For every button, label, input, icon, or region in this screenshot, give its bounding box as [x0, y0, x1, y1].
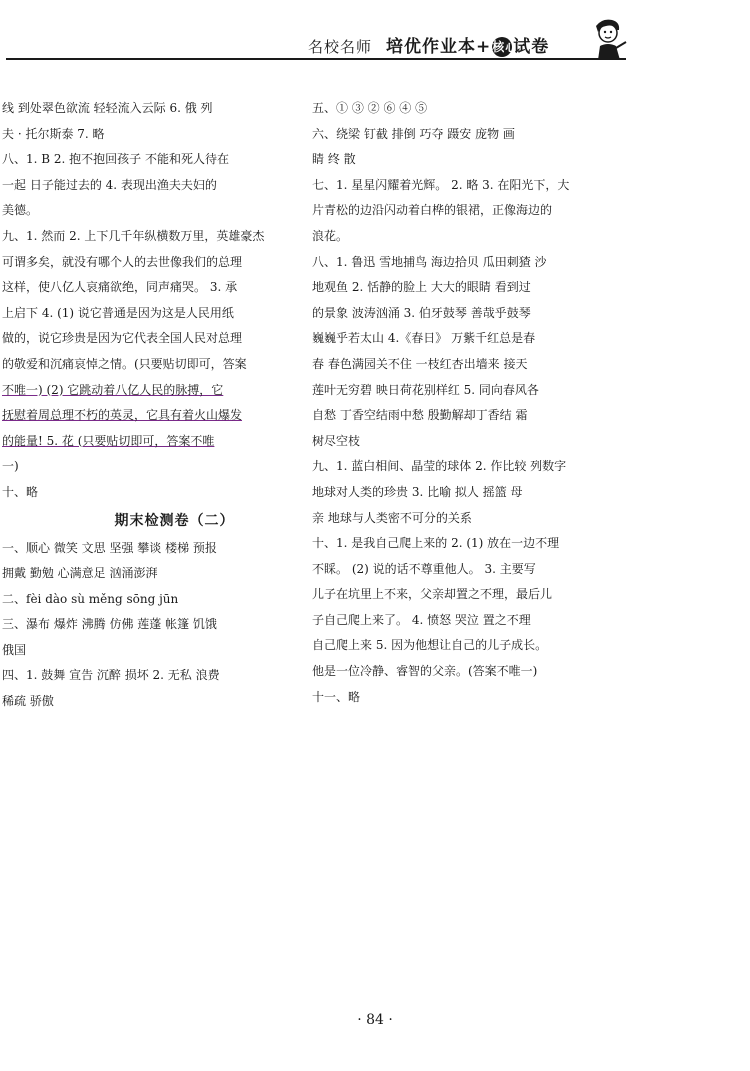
text-line: 四、1. 鼓舞 宣告 沉醉 损坏 2. 无私 浪费: [2, 668, 220, 683]
text-line: 他是一位冷静、睿智的父亲。(答案不唯一): [312, 664, 538, 679]
text-line: 的景象 波涛汹涌 3. 伯牙鼓琴 善哉乎鼓琴: [312, 305, 531, 320]
text-line: 九、1. 蓝白相间、晶莹的球体 2. 作比较 列数字: [312, 459, 567, 474]
text-line: 上启下 4. (1) 说它普通是因为这是人民用纸: [2, 305, 234, 320]
text-line: 亲 地球与人类密不可分的关系: [312, 510, 472, 525]
text-line: 七、1. 星星闪耀着光辉。 2. 略 3. 在阳光下，大: [312, 177, 570, 192]
text-line: 十、1. 是我自己爬上来的 2. (1) 放在一边不理: [312, 536, 560, 551]
text-line: 十一、略: [312, 689, 361, 704]
text-line: 六、绕梁 钉截 排倒 巧夺 蹑安 庞物 画: [312, 126, 515, 141]
text-line: 地球对人类的珍贵 3. 比喻 拟人 摇篮 母: [312, 484, 523, 499]
text-line: 地观鱼 2. 恬静的脸上 大大的眼睛 看到过: [312, 280, 531, 295]
text-line: 八、1. B 2. 抱不抱回孩子 不能和死人待在: [2, 152, 229, 167]
text-line: 三、瀑布 爆炸 沸腾 仿佛 莲蓬 帐篷 饥饿: [2, 617, 217, 632]
text-line: 拥戴 勤勉 心满意足 汹涌澎湃: [2, 566, 158, 581]
section-title: 期末检测卷（二）: [114, 512, 235, 529]
teacher-mascot-icon: [588, 16, 628, 60]
text-line: 一): [2, 459, 19, 474]
text-line: 美德。: [2, 203, 39, 218]
text-line: 的敬爱和沉痛哀悼之情。(只要贴切即可，答案: [2, 356, 247, 371]
underlined-text-line: 的能量! 5. 花 (只要贴切即可，答案不唯: [2, 433, 215, 448]
underlined-text-line: 不唯一) (2) 它跳动着八亿人民的脉搏，它: [2, 382, 224, 397]
header-series: 名校名师: [308, 38, 373, 56]
text-line: 二、fèi dào sù měng sōng jūn: [2, 591, 179, 606]
text-line: 稀疏 骄傲: [2, 694, 54, 709]
text-line: 这样，使八亿人哀痛欲绝，同声痛哭。 3. 承: [2, 280, 238, 295]
text-line: 自愁 丁香空结雨中愁 殷勤解却丁香结 霜: [312, 408, 528, 423]
underlined-text-line: 抚慰着周总理不朽的英灵，它具有着火山爆发: [2, 408, 243, 423]
text-line: 可谓多矣，就没有哪个人的去世像我们的总理: [2, 254, 243, 269]
text-line: 做的，说它珍贵是因为它代表全国人民对总理: [2, 331, 243, 346]
text-line: 片青松的边沿闪动着白桦的银裙，正像海边的: [312, 203, 553, 218]
text-line: 不睬。 (2) 说的话不尊重他人。 3. 主要写: [312, 561, 536, 576]
text-line: 夫 · 托尔斯泰 7. 略: [2, 126, 105, 141]
header-rule: [6, 58, 626, 60]
text-line: 九、1. 然而 2. 上下几千年纵横数万里，英雄豪杰: [2, 228, 265, 243]
page-header: [0, 0, 750, 64]
text-line: 莲叶无穷碧 映日荷花别样红 5. 同向春风各: [312, 382, 539, 397]
text-line: 线 到处翠色欲流 轻轻流入云际 6. 俄 列: [2, 101, 213, 115]
answer-column-left: [2, 96, 347, 715]
text-line: 十、略: [2, 484, 39, 499]
text-line: 儿子在坑里上不来，父亲却置之不理，最后儿: [312, 587, 553, 602]
header-brand: 培优作业本+核心试卷: [386, 37, 550, 57]
text-line: 巍巍乎若太山 4.《春日》 万紫千红总是春: [312, 331, 536, 346]
text-line: 树尽空枝: [312, 433, 361, 448]
text-line: 一起 日子能过去的 4. 表现出渔夫夫妇的: [2, 177, 217, 192]
text-line: 春 春色满园关不住 一枝红杏出墙来 接天: [312, 356, 528, 371]
text-line: 五、① ③ ② ⑥ ④ ⑤: [312, 101, 428, 115]
text-line: 八、1. 鲁迅 雪地捕鸟 海边拾贝 瓜田刺猹 沙: [312, 254, 547, 269]
text-line: 睛 终 散: [312, 152, 356, 167]
page-number: · 84 ·: [357, 1012, 393, 1028]
text-line: 子自己爬上来了。 4. 愤怒 哭泣 置之不理: [312, 612, 531, 627]
text-line: 俄国: [2, 642, 27, 657]
brand-circle-badge: 核心: [492, 37, 512, 57]
text-line: 浪花。: [312, 228, 349, 243]
answer-column-right: [312, 96, 612, 710]
text-line: 自己爬上来 5. 因为他想让自己的儿子成长。: [312, 638, 548, 653]
text-line: 一、顺心 微笑 文思 坚强 攀谈 楼梯 预报: [2, 540, 217, 555]
header-title: [308, 32, 549, 57]
